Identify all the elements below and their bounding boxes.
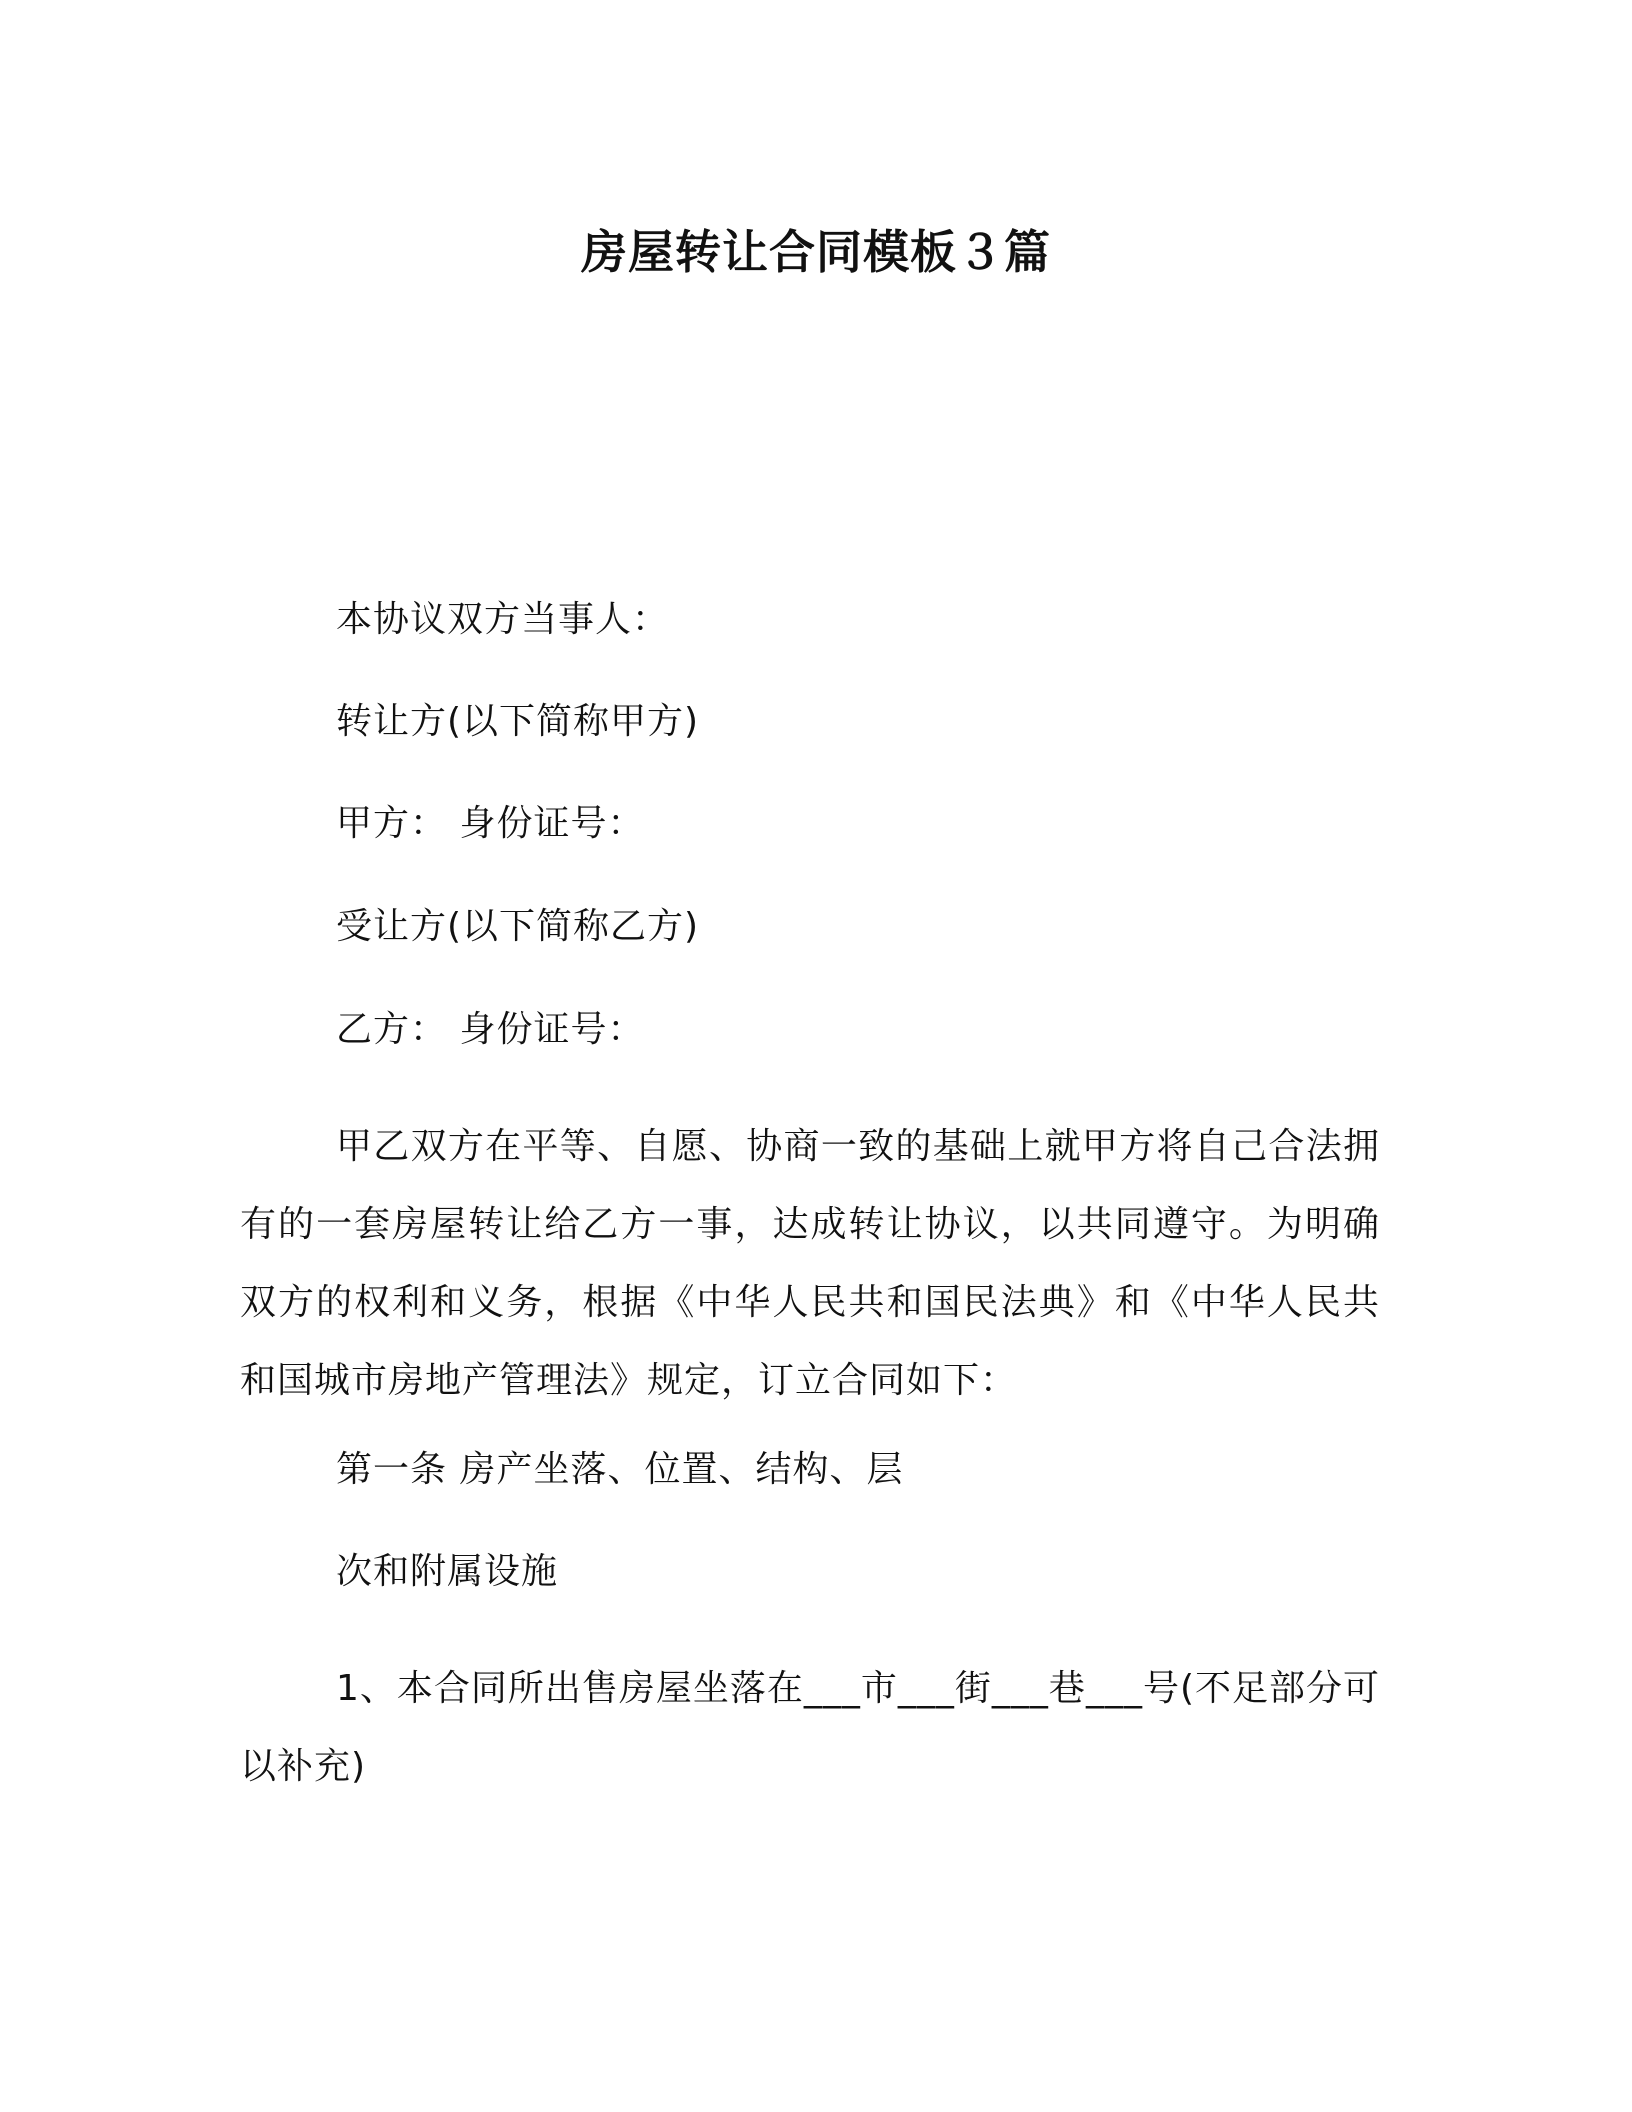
party-b-id-line: 乙方： 身份证号： — [336, 1009, 645, 1050]
transferor-line: 转让方(以下简称甲方) — [336, 701, 700, 742]
article-1-heading: 第一条 房产坐落、位置、结构、层 — [336, 1449, 904, 1490]
document-title: 房屋转让合同模板３篇 — [581, 225, 1051, 279]
preamble-paragraph: 甲乙双方在平等、自愿、协商一致的基础上就甲方将自己合法拥有的一套房屋转让给乙方一事，达成转让协议，以共同遵守。为明确双方的权利和义务，根据《中华人民共和国民法典》和《中华人民共和国城市房地产管理法》规定，订立合同如下： — [240, 1126, 1380, 1401]
party-a-id-line: 甲方： 身份证号： — [336, 803, 645, 844]
clause-1-paragraph: 1、本合同所出售房屋坐落在___市___街___巷___号(不足部分可以补充) — [240, 1668, 1380, 1787]
article-1-heading-continued: 次和附属设施 — [336, 1551, 559, 1592]
parties-intro: 本协议双方当事人： — [336, 599, 670, 640]
transferee-line: 受让方(以下简称乙方) — [336, 906, 700, 947]
